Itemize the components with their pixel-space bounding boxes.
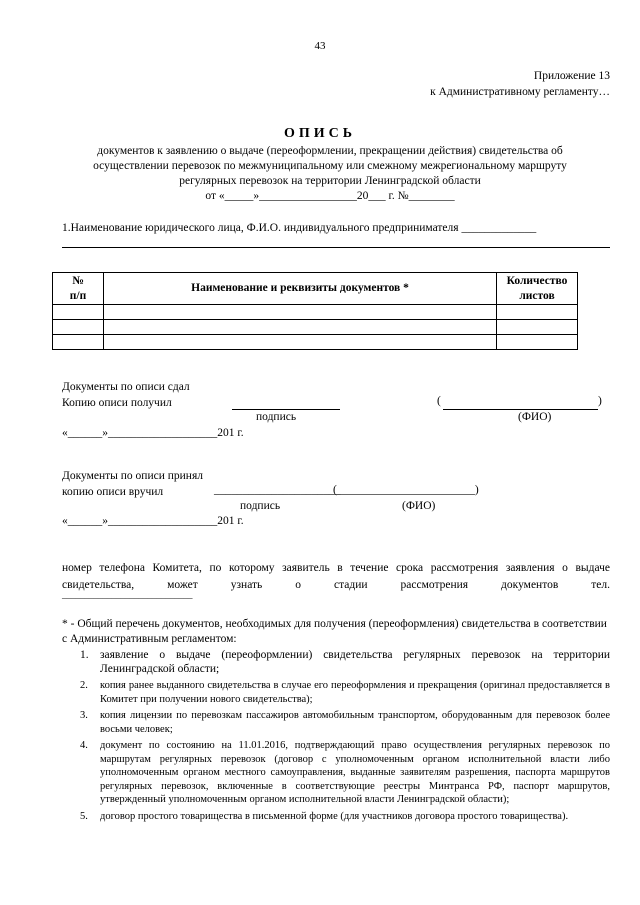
required-documents-list (62, 648, 610, 826)
list-item (62, 648, 610, 676)
handover-signature-label: подпись (256, 411, 297, 423)
documents-table (52, 272, 578, 350)
header-number: № п/п (53, 273, 104, 305)
receipt-accepted-label: Документы по описи принял (62, 470, 203, 482)
receipt-fio-label: (ФИО) (402, 500, 436, 512)
page-number: 43 (314, 40, 326, 52)
receipt-handed-copy-label: копию описи вручил (62, 486, 164, 498)
footnote-intro: * - Общий перечень документов, необходимых для получения (переоформления) свидетельства в соответствии с Административным регламентом: (62, 618, 607, 645)
header-document-name: Наименование и реквизиты документов * (104, 273, 497, 305)
cell-sheets (497, 305, 578, 320)
list-item-number: 4. (80, 740, 88, 751)
handover-fio-line (443, 409, 598, 410)
cell-sheets (497, 335, 578, 350)
subtitle-line-1: документов к заявлению о выдаче (переоформлении, прекращении действия) свидетельства об (97, 145, 563, 157)
phone-number-blank: _____________________________ (62, 590, 193, 600)
section-1-entity-name: 1.Наименование юридического лица, Ф.И.О. индивидуального предпринимателя _____________ (62, 222, 537, 234)
table-row (53, 320, 578, 335)
table-row (53, 335, 578, 350)
receipt-signature-line: ______________________ (214, 484, 341, 496)
handover-submitted-label: Документы по описи сдал (62, 381, 190, 393)
committee-phone-note: номер телефона Комитета, по которому заявитель в течение срока рассмотрения заявления о выдаче свидетельства, может узнать о стадии рассмотрения документов тел. (62, 562, 610, 591)
entity-name-line (62, 247, 610, 248)
appendix-reference (430, 68, 610, 100)
list-item (62, 810, 610, 824)
handover-received-copy-label: Копию описи получил (62, 397, 172, 409)
list-item-text: заявление о выдаче (переоформлении) свидетельства регулярных перевозок на территории Ленинградской области; (100, 649, 610, 675)
subtitle-line-3: регулярных перевозок на территории Ленинградской области (179, 175, 481, 187)
list-item-number: 2. (80, 680, 88, 691)
cell-document (104, 305, 497, 320)
list-item-number: 1. (80, 649, 89, 661)
handover-fio-label: (ФИО) (518, 411, 552, 423)
list-item-number: 5. (80, 810, 88, 822)
receipt-date: «______»___________________201 г. (62, 515, 244, 527)
receipt-signature-label: подпись (240, 500, 281, 512)
appendix-line-1: Приложение 13 (533, 70, 610, 82)
document-title: ОПИСЬ (283, 126, 357, 141)
handover-date: «______»___________________201 г. (62, 427, 244, 439)
list-item-number: 3. (80, 710, 88, 721)
handover-signature-line (232, 409, 340, 410)
handover-paren-open: ( (437, 395, 441, 407)
subtitle-date-line: от «_____»_________________20___ г. №________ (205, 190, 455, 202)
document-subtitle (40, 144, 620, 204)
list-item (62, 739, 610, 807)
list-item-text: копия лицензии по перевозкам пассажиров автомобильным транспортом, оборудованным для перевозок более восьми человек; (100, 710, 610, 735)
list-item-text: документ по состоянию на 11.01.2016, подтверждающий право осуществления регулярных перевозок по маршрутам регулярных перевозок (договор с уполномоченным органом исполнительной власти либо уполномоченным органом местного самоуправления, выданные заявителям разрешения, паспорта маршрутов регулярных перевозок, включенные в соответствующие реестры Минтранса РФ, паспорт маршрутов, утвержденный уполномоченным органом исполнительной власти Ленинградской области); (100, 740, 610, 805)
cell-number (53, 320, 104, 335)
receipt-fio-line: (________________________) (333, 484, 479, 496)
cell-document (104, 335, 497, 350)
list-item (62, 679, 610, 706)
subtitle-line-2: осуществлении перевозок по межмуниципальному или смежному межрегиональному маршруту (93, 160, 567, 172)
list-item-text: копия ранее выданного свидетельства в случае его переоформления и прекращения (оригинал предоставляется в Комитет при получении нового свидетельства); (100, 680, 610, 705)
table-row (53, 305, 578, 320)
cell-document (104, 320, 497, 335)
list-item-text: договор простого товарищества в письменной форме (для участников договора простого товарищества). (100, 810, 569, 822)
header-sheet-count: Количество листов (497, 273, 578, 305)
handover-paren-close: ) (598, 395, 602, 407)
list-item (62, 709, 610, 736)
appendix-line-2: к Административному регламенту… (430, 86, 610, 98)
cell-sheets (497, 320, 578, 335)
cell-number (53, 335, 104, 350)
cell-number (53, 305, 104, 320)
table-header-row (53, 273, 578, 305)
